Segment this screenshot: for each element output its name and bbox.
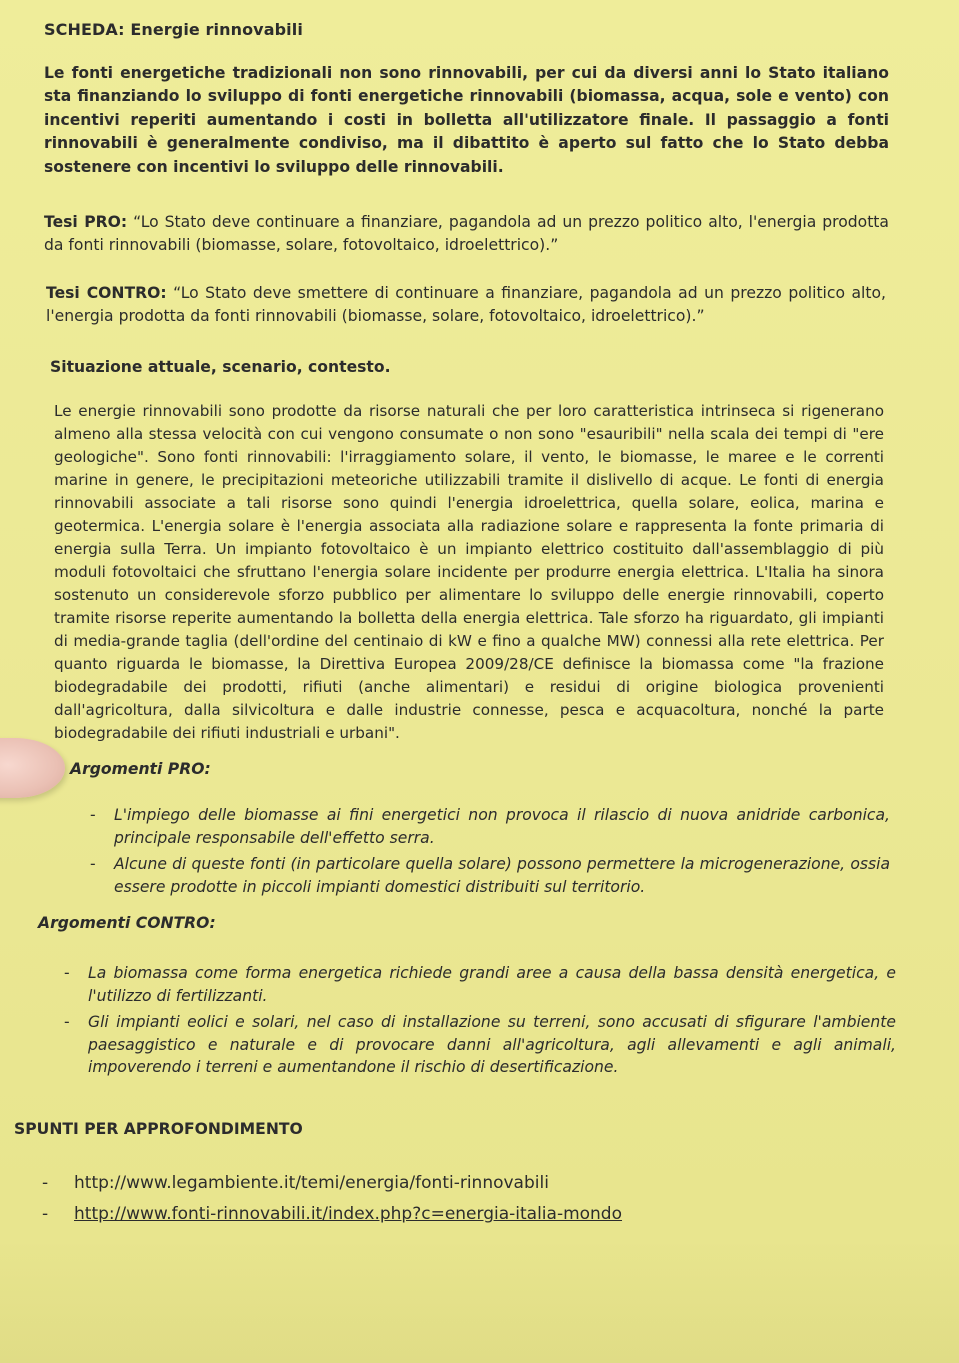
spunti-heading: SPUNTI PER APPROFONDIMENTO: [14, 1120, 303, 1138]
args-pro-heading: Argomenti PRO:: [70, 760, 211, 778]
args-pro-list: [114, 804, 890, 902]
list-item: [74, 1199, 874, 1230]
list-item: - Alcune di queste fonti (in particolare quella solare) possono permettere la microgenerazione, ossia essere prodotte in piccoli impianti domestici distribuiti sul territorio.: [114, 853, 890, 898]
situation-paragraph: Le energie rinnovabili sono prodotte da risorse naturali che per loro caratteristica intrinseca si rigenerano almeno alla stessa velocità con cui vengono consumate o non sono "esauribili" nella scala dei tempi di "ere geologiche". Sono fonti rinnovabili: l'irraggiamento solare, il vento, le biomasse, le maree e le correnti marine in genere, le precipitazioni meteoriche utilizzabili tramite il dislivello di acque. Le fonti di energia rinnovabili associate a tali risorse sono quindi l'energia idroelettrica, quella solare, eolica, marina e geotermica. L'energia solare è l'energia associata alla radiazione solare e rappresenta la fonte primaria di energia sulla Terra. Un impianto fotovoltaico è un impianto elettrico costituito dall'assemblaggio di più moduli fotovoltaici che sfruttano l'energia solare incidente per produrre energia elettrica. L'Italia ha sinora sostenuto un considerevole sforzo pubblico per alimentare lo sviluppo delle energie rinnovabili, coperto tramite risorse reperite aumentando la bolletta della energia elettrica. Tale sforzo ha riguardato, gli impianti di media-grande taglia (dell'ordine del centinaio di kW e fino a qualche MW) connessi alla rete elettrica. Per quanto riguarda le biomasse, la Direttiva Europea 2009/28/CE definisce la biomassa come "la frazione biodegradabile dei prodotti, rifiuti (anche alimentari) e residui di origine biologica provenienti dall'agricoltura, dalla silvicoltura e dalle industrie connesse, pesca e acquacoltura, nonché la parte biodegradabile dei rifiuti industriali e urbani".: [54, 402, 884, 742]
list-item: - L'impiego delle biomasse ai fini energetici non provoca il rilascio di nuova anidride carbonica, principale responsabile dell'effetto serra.: [114, 804, 890, 849]
list-item: [74, 1168, 874, 1199]
document-title: SCHEDA: Energie rinnovabili: [44, 20, 303, 39]
args-contra-list: [88, 962, 896, 1083]
thesis-pro: [44, 211, 889, 258]
thesis-contra-label: Tesi CONTRO:: [46, 284, 167, 302]
paper-shadow: [0, 1240, 959, 1363]
finger-edge: [0, 738, 65, 798]
situation-heading: Situazione attuale, scenario, contesto.: [50, 358, 391, 376]
list-item: - Gli impianti eolici e solari, nel caso di installazione su terreni, sono accusati di sfigurare l'ambiente paesaggistico e naturale e di provocare danni all'agricoltura, agli allevamenti e agli animali, impoverendo i terreni e aumentandone il rischio di desertificazione.: [88, 1011, 896, 1079]
legambiente-link[interactable]: http://www.legambiente.it/temi/energia/fonti-rinnovabili: [74, 1173, 549, 1193]
args-contra-heading: Argomenti CONTRO:: [38, 914, 216, 932]
thesis-contra: [46, 282, 886, 329]
thesis-pro-label: Tesi PRO:: [44, 213, 128, 231]
intro-paragraph: Le fonti energetiche tradizionali non sono rinnovabili, per cui da diversi anni lo Stato italiano sta finanziando lo sviluppo di fonti energetiche rinnovabili (biomassa, acqua, sole e vento) con incentivi reperiti aumentando i costi in bolletta all'utilizzatore finale. Il passaggio a fonti rinnovabili è generalmente condiviso, ma il dibattito è aperto sul fatto che lo Stato debba sostenere con incentivi lo sviluppo delle rinnovabili.: [44, 64, 889, 176]
thesis-contra-text: “Lo Stato deve smettere di continuare a finanziare, pagandola ad un prezzo politico alto, l'energia prodotta da fonti rinnovabili (biomasse, solare, fotovoltaico, idroelettrico).”: [46, 284, 886, 326]
spunti-links-list: [74, 1168, 874, 1230]
thesis-pro-text: “Lo Stato deve continuare a finanziare, pagandola ad un prezzo politico alto, l'energia prodotta da fonti rinnovabili (biomasse, solare, fotovoltaico, idroelettrico).”: [44, 213, 889, 255]
fonti-rinnovabili-link[interactable]: http://www.fonti-rinnovabili.it/index.php?c=energia-italia-mondo: [74, 1204, 623, 1224]
list-item: - La biomassa come forma energetica richiede grandi aree a causa della bassa densità energetica, e l'utilizzo di fertilizzanti.: [88, 962, 896, 1007]
